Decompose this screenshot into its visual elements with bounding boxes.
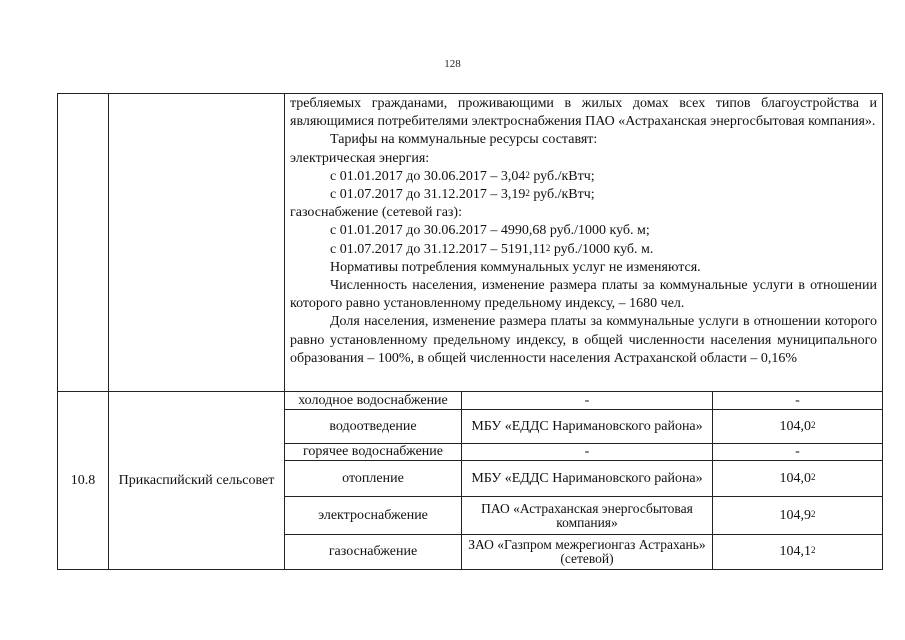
service-index: 104,0$^2$ (713, 410, 883, 444)
service-row (58, 392, 883, 410)
intro-row (58, 94, 883, 392)
gas-label: газоснабжение (сетевой газ): (290, 205, 462, 221)
electricity-tariff-2: с 01.07.2017 до 31.12.2017 – 3,19$^2$ руб./кВтч; (330, 187, 595, 203)
gas-tariff-2: с 01.07.2017 до 31.12.2017 – 5191,11$^2$ руб./1000 куб. м. (330, 241, 654, 257)
tariffs-heading: Тарифы на коммунальные ресурсы составят: (330, 132, 598, 148)
service-index: - (713, 392, 883, 410)
service-provider: ЗАО «Газпром межрегионгаз Астрахань» (сетевой) (462, 535, 713, 570)
service-index: 104,9$^2$ (713, 497, 883, 535)
service-provider: МБУ «ЕДДС Наримановского района» (462, 410, 713, 444)
intro-continuation: требляемых гражданами, проживающими в жилых домах всех типов благоустройства и являющимися потребителями электроснабжения ПАО «Астраханская энергосбытовая компания». (290, 96, 877, 130)
service-name: электроснабжение (285, 497, 462, 535)
service-name: газоснабжение (285, 535, 462, 570)
intro-text-cell (285, 94, 883, 392)
norms-statement: Нормативы потребления коммунальных услуг не изменяются. (330, 259, 701, 275)
intro-empty-number-cell (58, 94, 109, 392)
service-name: водоотведение (285, 410, 462, 444)
service-provider: - (462, 444, 713, 461)
share-statement: Доля населения, изменение размера платы за коммунальные услуги в отношении которого равно установленному предельному индексу, в общей численности населения муниципального образования – 100%, в общей численности населения Астраханской области – 0,16% (290, 314, 877, 366)
intro-empty-municipality-cell (109, 94, 285, 392)
service-provider: - (462, 392, 713, 410)
service-index: 104,0$^2$ (713, 461, 883, 497)
tariff-table (57, 93, 883, 570)
service-name: горячее водоснабжение (285, 444, 462, 461)
municipality-name: Прикаспийский сельсовет (109, 392, 285, 570)
service-index: 104,1$^2$ (713, 535, 883, 570)
service-provider: ПАО «Астраханская энергосбытовая компания» (462, 497, 713, 535)
service-provider: МБУ «ЕДДС Наримановского района» (462, 461, 713, 497)
electricity-label: электрическая энергия: (290, 150, 430, 166)
electricity-tariff-1: с 01.01.2017 до 30.06.2017 – 3,04$^2$ руб./кВтч; (330, 168, 595, 184)
entry-number: 10.8 (58, 392, 109, 570)
population-statement: Численность населения, изменение размера платы за коммунальные услуги в отношении которого равно установленному предельному индексу, – 1680 чел. (290, 278, 877, 312)
page-number: 128 (444, 58, 461, 70)
gas-tariff-1: с 01.01.2017 до 30.06.2017 – 4990,68 руб./1000 куб. м; (330, 223, 650, 239)
service-name: холодное водоснабжение (285, 392, 462, 410)
service-name: отопление (285, 461, 462, 497)
service-index: - (713, 444, 883, 461)
